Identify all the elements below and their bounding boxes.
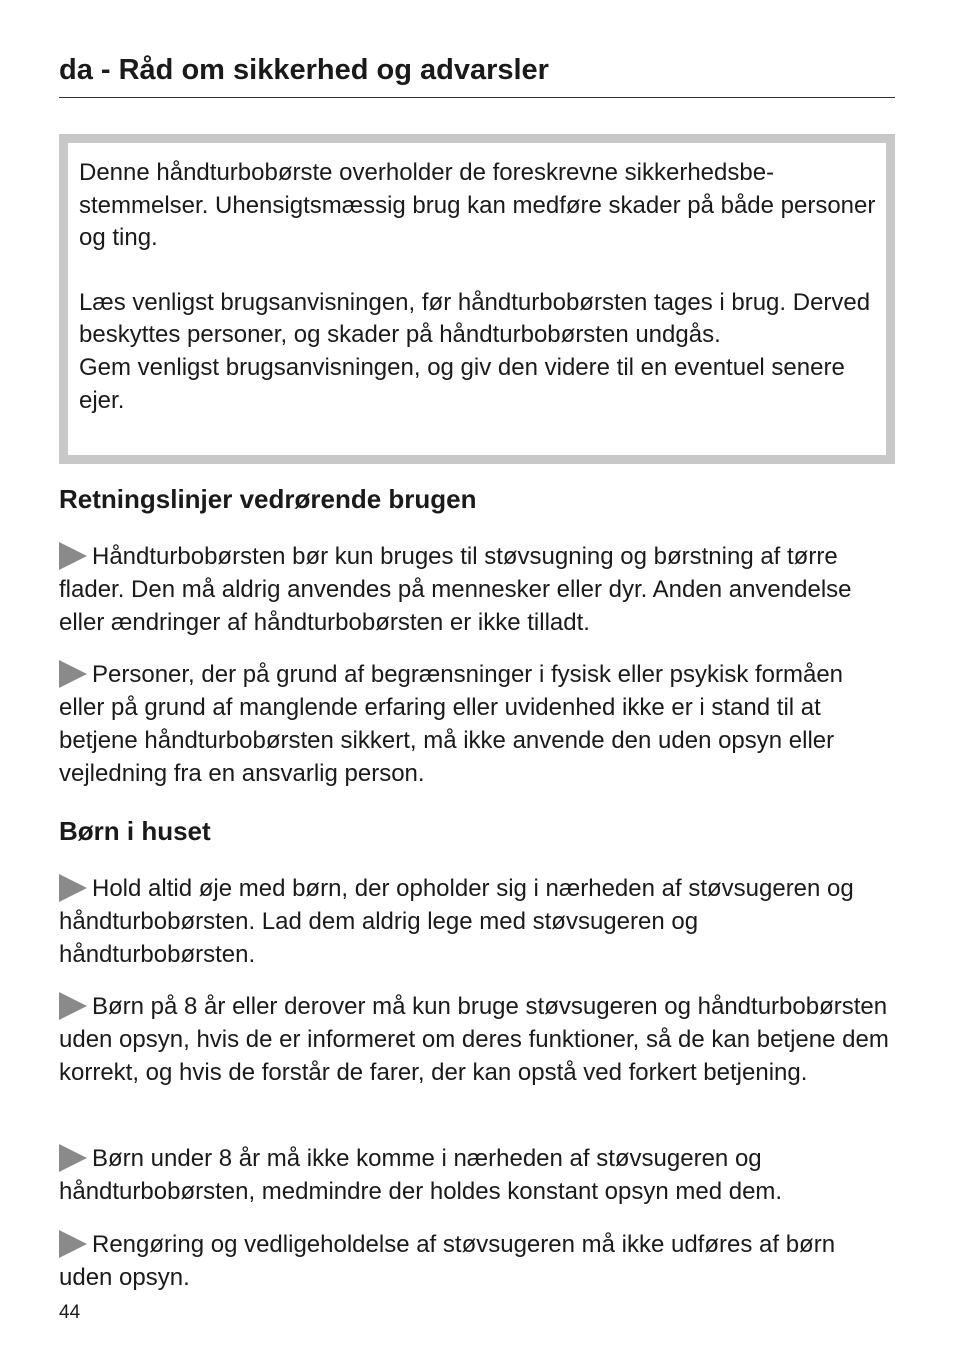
triangle-bullet-icon	[59, 542, 87, 570]
notice-paragraph-2: Læs venligst brugsanvisningen, før håndturbobørsten tages i brug. Derved beskyttes personer, og skader på håndturbobørsten undgås.	[79, 288, 871, 349]
safety-notice-box	[59, 134, 895, 464]
page-title: da - Råd om sikkerhed og advarsler	[59, 54, 549, 86]
list-item: Håndturbobørsten bør kun bruges til støvsugning og børstning af tørre flader. Den må aldrig anvendes på mennesker eller dyr. Anden anvendelse eller ændringer af håndturbobørsten er ikke tilladt.	[59, 543, 852, 636]
header-divider	[59, 97, 895, 98]
triangle-bullet-icon	[59, 660, 87, 688]
list-item: Hold altid øje med børn, der opholder sig i nærheden af støvsugeren og håndturbobørsten. Lad dem aldrig lege med støvsugeren og håndturbobørsten.	[59, 875, 854, 968]
notice-paragraph-1: Denne håndturbobørste overholder de foreskrevne sikkerhedsbestemmelser. Uhensigtsmæssig brug kan medføre skader på både personer og ting.	[79, 159, 876, 252]
page-number: 44	[59, 1302, 81, 1323]
section-heading-children: Børn i huset	[59, 816, 211, 846]
triangle-bullet-icon	[59, 874, 87, 902]
triangle-bullet-icon	[59, 992, 87, 1020]
list-item: Børn på 8 år eller derover må kun bruge støvsugeren og håndturbobørsten uden opsyn, hvis de er informeret om deres funktioner, så de kan betjene dem korrekt, og hvis de forstår de farer, der kan opstå ved forkert betjening.	[59, 993, 889, 1086]
triangle-bullet-icon	[59, 1144, 87, 1172]
section-heading-usage: Retningslinjer vedrørende brugen	[59, 484, 477, 514]
page-header	[59, 50, 895, 90]
notice-paragraph-3: Gem venligst brugsanvisningen, og giv den videre til en eventuel senere ejer.	[79, 353, 845, 414]
triangle-bullet-icon	[59, 1230, 87, 1258]
list-item: Rengøring og vedligeholdelse af støvsugeren må ikke udføres af børn uden opsyn.	[59, 1231, 836, 1291]
list-item: Børn under 8 år må ikke komme i nærheden af støvsugeren og håndturbobørsten, medmindre der holdes konstant opsyn med dem.	[59, 1145, 783, 1205]
list-item: Personer, der på grund af begrænsninger i fysisk eller psykisk formåen eller på grund af manglende erfaring eller uvidenhed ikke er i stand til at betjene håndturbobørsten sikkert, må ikke anvende den uden opsyn eller vejledning fra en ansvarlig person.	[59, 661, 844, 787]
